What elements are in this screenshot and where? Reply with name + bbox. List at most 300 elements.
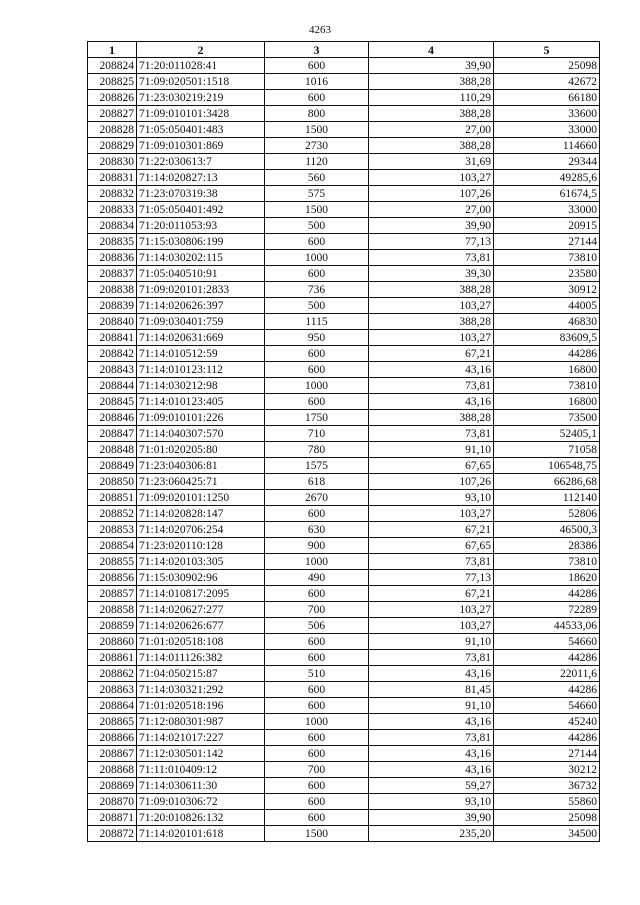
row-number-cell: 208835: [88, 234, 137, 250]
rate-cell: 73,81: [369, 554, 494, 570]
value-cell: 54660: [494, 634, 600, 650]
cadastral-number-cell: 71:14:020101:618: [137, 826, 265, 842]
value-cell: 112140: [494, 490, 600, 506]
value-cell: 25098: [494, 58, 600, 74]
row-number-cell: 208832: [88, 186, 137, 202]
rate-cell: 103,27: [369, 602, 494, 618]
cadastral-number-cell: 71:11:010409:12: [137, 762, 265, 778]
area-cell: 1575: [265, 458, 369, 474]
row-number-cell: 208856: [88, 570, 137, 586]
row-number-cell: 208843: [88, 362, 137, 378]
rate-cell: 235,20: [369, 826, 494, 842]
value-cell: 55860: [494, 794, 600, 810]
area-cell: 1500: [265, 202, 369, 218]
area-cell: 600: [265, 90, 369, 106]
area-cell: 1115: [265, 314, 369, 330]
table-row: [88, 474, 600, 490]
header-row: [88, 42, 600, 58]
table-row: [88, 698, 600, 714]
area-cell: 600: [265, 506, 369, 522]
area-cell: 600: [265, 634, 369, 650]
rate-cell: 27,00: [369, 122, 494, 138]
table-row: [88, 378, 600, 394]
value-cell: 72289: [494, 602, 600, 618]
area-cell: 2730: [265, 138, 369, 154]
rate-cell: 388,28: [369, 314, 494, 330]
table-row: [88, 186, 600, 202]
rate-cell: 388,28: [369, 74, 494, 90]
cadastral-number-cell: 71:14:020631:669: [137, 330, 265, 346]
cadastral-number-cell: 71:23:020110:128: [137, 538, 265, 554]
value-cell: 71058: [494, 442, 600, 458]
area-cell: 1000: [265, 714, 369, 730]
table-row: [88, 634, 600, 650]
area-cell: 1000: [265, 378, 369, 394]
rate-cell: 73,81: [369, 650, 494, 666]
row-number-cell: 208836: [88, 250, 137, 266]
row-number-cell: 208840: [88, 314, 137, 330]
cadastral-number-cell: 71:09:010301:869: [137, 138, 265, 154]
cadastral-number-cell: 71:14:020103:305: [137, 554, 265, 570]
cadastral-number-cell: 71:01:020205:80: [137, 442, 265, 458]
cadastral-number-cell: 71:14:011126:382: [137, 650, 265, 666]
value-cell: 16800: [494, 362, 600, 378]
rate-cell: 388,28: [369, 106, 494, 122]
table-row: [88, 506, 600, 522]
table-row: [88, 154, 600, 170]
value-cell: 52405,1: [494, 426, 600, 442]
table-row: [88, 266, 600, 282]
area-cell: 1750: [265, 410, 369, 426]
table-row: [88, 586, 600, 602]
table-header: [88, 42, 600, 58]
cadastral-number-cell: 71:09:020101:2833: [137, 282, 265, 298]
rate-cell: 388,28: [369, 282, 494, 298]
rate-cell: 67,65: [369, 458, 494, 474]
area-cell: 618: [265, 474, 369, 490]
table-row: [88, 730, 600, 746]
table-row: [88, 778, 600, 794]
cadastral-number-cell: 71:14:040307:570: [137, 426, 265, 442]
value-cell: 66180: [494, 90, 600, 106]
row-number-cell: 208871: [88, 810, 137, 826]
table-row: [88, 314, 600, 330]
value-cell: 44286: [494, 682, 600, 698]
rate-cell: 77,13: [369, 234, 494, 250]
row-number-cell: 208855: [88, 554, 137, 570]
rate-cell: 67,21: [369, 522, 494, 538]
table-row: [88, 522, 600, 538]
value-cell: 25098: [494, 810, 600, 826]
table-row: [88, 682, 600, 698]
table-row: [88, 746, 600, 762]
area-cell: 2670: [265, 490, 369, 506]
cadastral-number-cell: 71:05:050401:492: [137, 202, 265, 218]
table-row: [88, 458, 600, 474]
rate-cell: 31,69: [369, 154, 494, 170]
rate-cell: 93,10: [369, 794, 494, 810]
rate-cell: 103,27: [369, 330, 494, 346]
row-number-cell: 208869: [88, 778, 137, 794]
cadastral-number-cell: 71:01:020518:196: [137, 698, 265, 714]
cadastral-number-cell: 71:14:020627:277: [137, 602, 265, 618]
cadastral-number-cell: 71:14:020626:677: [137, 618, 265, 634]
rate-cell: 107,26: [369, 474, 494, 490]
rate-cell: 73,81: [369, 250, 494, 266]
area-cell: 710: [265, 426, 369, 442]
table-row: [88, 330, 600, 346]
rate-cell: 43,16: [369, 666, 494, 682]
area-cell: 800: [265, 106, 369, 122]
area-cell: 1000: [265, 554, 369, 570]
value-cell: 44533,06: [494, 618, 600, 634]
value-cell: 45240: [494, 714, 600, 730]
value-cell: 34500: [494, 826, 600, 842]
rate-cell: 43,16: [369, 394, 494, 410]
value-cell: 44286: [494, 730, 600, 746]
row-number-cell: 208854: [88, 538, 137, 554]
rate-cell: 59,27: [369, 778, 494, 794]
area-cell: 600: [265, 778, 369, 794]
row-number-cell: 208850: [88, 474, 137, 490]
rate-cell: 39,90: [369, 218, 494, 234]
value-cell: 54660: [494, 698, 600, 714]
value-cell: 73810: [494, 554, 600, 570]
area-cell: 600: [265, 794, 369, 810]
table-row: [88, 346, 600, 362]
value-cell: 33000: [494, 122, 600, 138]
row-number-cell: 208853: [88, 522, 137, 538]
row-number-cell: 208866: [88, 730, 137, 746]
value-cell: 18620: [494, 570, 600, 586]
area-cell: 736: [265, 282, 369, 298]
cadastral-number-cell: 71:04:050215:87: [137, 666, 265, 682]
rate-cell: 103,27: [369, 618, 494, 634]
rate-cell: 103,27: [369, 506, 494, 522]
value-cell: 16800: [494, 394, 600, 410]
table-row: [88, 618, 600, 634]
cadastral-number-cell: 71:14:010817:2095: [137, 586, 265, 602]
area-cell: 700: [265, 602, 369, 618]
area-cell: 500: [265, 218, 369, 234]
table-row: [88, 666, 600, 682]
value-cell: 28386: [494, 538, 600, 554]
table-row: [88, 490, 600, 506]
value-cell: 106548,75: [494, 458, 600, 474]
area-cell: 600: [265, 586, 369, 602]
row-number-cell: 208842: [88, 346, 137, 362]
column-header-1: 1: [88, 42, 137, 58]
page-number: 4263: [309, 24, 331, 36]
table-row: [88, 90, 600, 106]
cadastral-number-cell: 71:23:070319:38: [137, 186, 265, 202]
row-number-cell: 208851: [88, 490, 137, 506]
row-number-cell: 208839: [88, 298, 137, 314]
cadastral-number-cell: 71:14:010512:59: [137, 346, 265, 362]
cadastral-number-cell: 71:05:040510:91: [137, 266, 265, 282]
table-row: [88, 810, 600, 826]
table-row: [88, 650, 600, 666]
table-row: [88, 106, 600, 122]
area-cell: 490: [265, 570, 369, 586]
table-row: [88, 234, 600, 250]
cadastral-number-cell: 71:09:020501:1518: [137, 74, 265, 90]
table-row: [88, 762, 600, 778]
value-cell: 73500: [494, 410, 600, 426]
rate-cell: 81,45: [369, 682, 494, 698]
table-row: [88, 218, 600, 234]
row-number-cell: 208837: [88, 266, 137, 282]
value-cell: 33600: [494, 106, 600, 122]
cadastral-number-cell: 71:09:020101:1250: [137, 490, 265, 506]
cadastral-number-cell: 71:14:030611:30: [137, 778, 265, 794]
rate-cell: 103,27: [369, 170, 494, 186]
row-number-cell: 208857: [88, 586, 137, 602]
cadastral-number-cell: 71:14:030321:292: [137, 682, 265, 698]
area-cell: 600: [265, 362, 369, 378]
rate-cell: 103,27: [369, 298, 494, 314]
row-number-cell: 208824: [88, 58, 137, 74]
table-row: [88, 554, 600, 570]
value-cell: 73810: [494, 378, 600, 394]
row-number-cell: 208825: [88, 74, 137, 90]
cadastral-number-cell: 71:14:030202:115: [137, 250, 265, 266]
rate-cell: 93,10: [369, 490, 494, 506]
row-number-cell: 208861: [88, 650, 137, 666]
cadastral-number-cell: 71:09:010306:72: [137, 794, 265, 810]
value-cell: 42672: [494, 74, 600, 90]
table-row: [88, 170, 600, 186]
value-cell: 114660: [494, 138, 600, 154]
row-number-cell: 208868: [88, 762, 137, 778]
value-cell: 52806: [494, 506, 600, 522]
area-cell: 560: [265, 170, 369, 186]
column-header-5: 5: [494, 42, 600, 58]
cadastral-number-cell: 71:01:020518:108: [137, 634, 265, 650]
value-cell: 27144: [494, 746, 600, 762]
cadastral-number-cell: 71:14:010123:112: [137, 362, 265, 378]
rate-cell: 388,28: [369, 138, 494, 154]
value-cell: 46830: [494, 314, 600, 330]
rate-cell: 67,65: [369, 538, 494, 554]
area-cell: 600: [265, 746, 369, 762]
table-row: [88, 298, 600, 314]
cadastral-number-cell: 71:23:040306:81: [137, 458, 265, 474]
table-row: [88, 122, 600, 138]
rate-cell: 67,21: [369, 346, 494, 362]
area-cell: 600: [265, 346, 369, 362]
rate-cell: 27,00: [369, 202, 494, 218]
table-row: [88, 58, 600, 74]
rate-cell: 43,16: [369, 746, 494, 762]
value-cell: 44286: [494, 586, 600, 602]
cadastral-number-cell: 71:23:060425:71: [137, 474, 265, 490]
data-table: [87, 41, 600, 842]
rate-cell: 73,81: [369, 378, 494, 394]
row-number-cell: 208833: [88, 202, 137, 218]
row-number-cell: 208844: [88, 378, 137, 394]
value-cell: 23580: [494, 266, 600, 282]
cadastral-number-cell: 71:20:011028:41: [137, 58, 265, 74]
row-number-cell: 208863: [88, 682, 137, 698]
row-number-cell: 208847: [88, 426, 137, 442]
cadastral-number-cell: 71:12:030501:142: [137, 746, 265, 762]
area-cell: 575: [265, 186, 369, 202]
area-cell: 600: [265, 730, 369, 746]
table-row: [88, 362, 600, 378]
row-number-cell: 208867: [88, 746, 137, 762]
table-row: [88, 282, 600, 298]
area-cell: 780: [265, 442, 369, 458]
rate-cell: 43,16: [369, 362, 494, 378]
cadastral-number-cell: 71:20:010826:132: [137, 810, 265, 826]
area-cell: 900: [265, 538, 369, 554]
row-number-cell: 208864: [88, 698, 137, 714]
value-cell: 27144: [494, 234, 600, 250]
cadastral-number-cell: 71:15:030806:199: [137, 234, 265, 250]
table-row: [88, 794, 600, 810]
rate-cell: 110,29: [369, 90, 494, 106]
row-number-cell: 208826: [88, 90, 137, 106]
column-header-4: 4: [369, 42, 494, 58]
rate-cell: 39,90: [369, 58, 494, 74]
area-cell: 630: [265, 522, 369, 538]
area-cell: 1500: [265, 122, 369, 138]
cadastral-number-cell: 71:05:050401:483: [137, 122, 265, 138]
row-number-cell: 208829: [88, 138, 137, 154]
row-number-cell: 208827: [88, 106, 137, 122]
column-header-2: 2: [137, 42, 265, 58]
value-cell: 66286,68: [494, 474, 600, 490]
area-cell: 500: [265, 298, 369, 314]
table-row: [88, 410, 600, 426]
area-cell: 950: [265, 330, 369, 346]
column-header-3: 3: [265, 42, 369, 58]
value-cell: 44005: [494, 298, 600, 314]
value-cell: 20915: [494, 218, 600, 234]
row-number-cell: 208870: [88, 794, 137, 810]
cadastral-number-cell: 71:09:030401:759: [137, 314, 265, 330]
value-cell: 83609,5: [494, 330, 600, 346]
value-cell: 30212: [494, 762, 600, 778]
area-cell: 600: [265, 58, 369, 74]
value-cell: 49285,6: [494, 170, 600, 186]
value-cell: 29344: [494, 154, 600, 170]
row-number-cell: 208865: [88, 714, 137, 730]
area-cell: 600: [265, 266, 369, 282]
row-number-cell: 208834: [88, 218, 137, 234]
rate-cell: 91,10: [369, 442, 494, 458]
rate-cell: 91,10: [369, 634, 494, 650]
row-number-cell: 208848: [88, 442, 137, 458]
row-number-cell: 208859: [88, 618, 137, 634]
cadastral-number-cell: 71:20:011053:93: [137, 218, 265, 234]
cadastral-number-cell: 71:12:080301:987: [137, 714, 265, 730]
rate-cell: 73,81: [369, 730, 494, 746]
table-row: [88, 426, 600, 442]
area-cell: 600: [265, 394, 369, 410]
cadastral-number-cell: 71:14:020626:397: [137, 298, 265, 314]
area-cell: 700: [265, 762, 369, 778]
value-cell: 61674,5: [494, 186, 600, 202]
row-number-cell: 208862: [88, 666, 137, 682]
row-number-cell: 208872: [88, 826, 137, 842]
area-cell: 1000: [265, 250, 369, 266]
value-cell: 44286: [494, 346, 600, 362]
cadastral-number-cell: 71:14:020706:254: [137, 522, 265, 538]
value-cell: 46500,3: [494, 522, 600, 538]
rate-cell: 43,16: [369, 762, 494, 778]
cadastral-number-cell: 71:14:010123:405: [137, 394, 265, 410]
cadastral-number-cell: 71:14:021017:227: [137, 730, 265, 746]
row-number-cell: 208849: [88, 458, 137, 474]
table-row: [88, 74, 600, 90]
table-row: [88, 394, 600, 410]
area-cell: 600: [265, 682, 369, 698]
rate-cell: 388,28: [369, 410, 494, 426]
table-body: [88, 58, 600, 842]
area-cell: 600: [265, 810, 369, 826]
area-cell: 600: [265, 650, 369, 666]
row-number-cell: 208845: [88, 394, 137, 410]
cadastral-number-cell: 71:15:030902:96: [137, 570, 265, 586]
row-number-cell: 208846: [88, 410, 137, 426]
value-cell: 44286: [494, 650, 600, 666]
row-number-cell: 208828: [88, 122, 137, 138]
table-row: [88, 538, 600, 554]
area-cell: 1016: [265, 74, 369, 90]
rate-cell: 67,21: [369, 586, 494, 602]
table-row: [88, 826, 600, 842]
area-cell: 506: [265, 618, 369, 634]
area-cell: 1500: [265, 826, 369, 842]
rate-cell: 39,90: [369, 810, 494, 826]
row-number-cell: 208860: [88, 634, 137, 650]
table-row: [88, 202, 600, 218]
row-number-cell: 208831: [88, 170, 137, 186]
area-cell: 1120: [265, 154, 369, 170]
table-row: [88, 442, 600, 458]
table-row: [88, 602, 600, 618]
value-cell: 30912: [494, 282, 600, 298]
row-number-cell: 208838: [88, 282, 137, 298]
rate-cell: 91,10: [369, 698, 494, 714]
cadastral-number-cell: 71:14:020828:147: [137, 506, 265, 522]
value-cell: 22011,6: [494, 666, 600, 682]
row-number-cell: 208830: [88, 154, 137, 170]
table-row: [88, 138, 600, 154]
table-row: [88, 714, 600, 730]
cadastral-number-cell: 71:14:030212:98: [137, 378, 265, 394]
cadastral-number-cell: 71:14:020827:13: [137, 170, 265, 186]
rate-cell: 73,81: [369, 426, 494, 442]
table-row: [88, 570, 600, 586]
rate-cell: 43,16: [369, 714, 494, 730]
value-cell: 36732: [494, 778, 600, 794]
value-cell: 73810: [494, 250, 600, 266]
rate-cell: 39,30: [369, 266, 494, 282]
row-number-cell: 208858: [88, 602, 137, 618]
table-row: [88, 250, 600, 266]
rate-cell: 107,26: [369, 186, 494, 202]
area-cell: 600: [265, 234, 369, 250]
row-number-cell: 208852: [88, 506, 137, 522]
cadastral-number-cell: 71:23:030219:219: [137, 90, 265, 106]
value-cell: 33000: [494, 202, 600, 218]
area-cell: 600: [265, 698, 369, 714]
rate-cell: 77,13: [369, 570, 494, 586]
row-number-cell: 208841: [88, 330, 137, 346]
